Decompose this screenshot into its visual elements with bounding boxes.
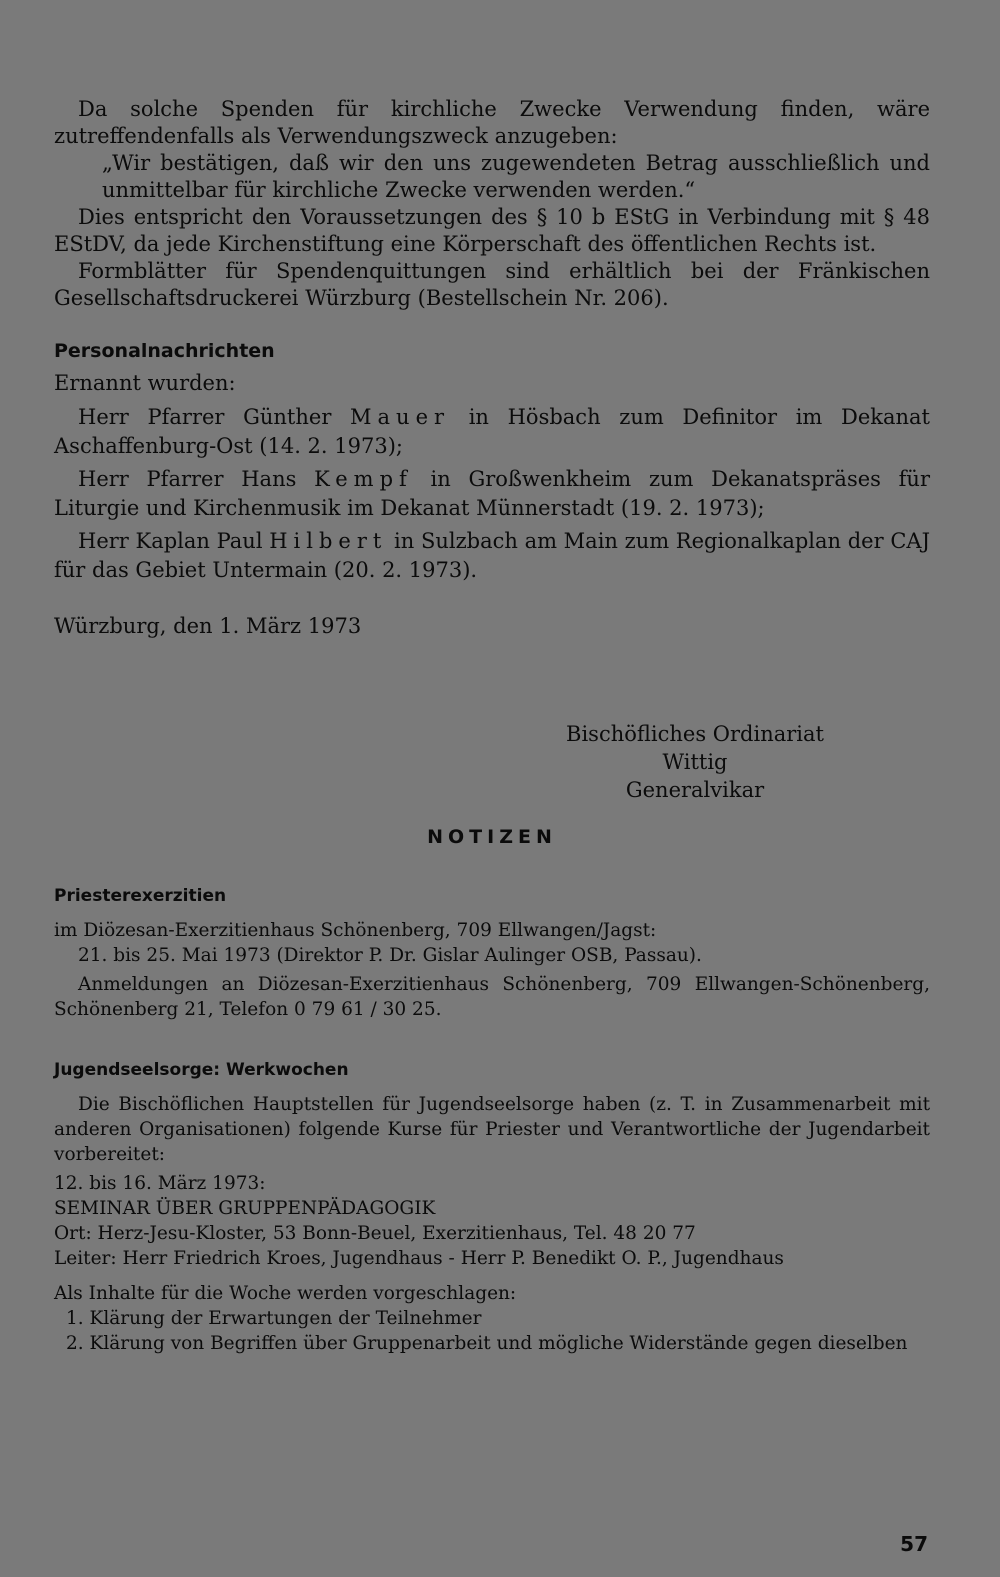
appointment-entry xyxy=(54,527,930,585)
exerzitien-dates: 21. bis 25. Mai 1973 (Direktor P. Dr. Gislar Aulinger OSB, Passau). xyxy=(78,945,702,966)
entry-name: Mauer xyxy=(350,405,451,429)
entry-text: Herr Kaplan Paul xyxy=(78,529,270,553)
signature-name: Wittig xyxy=(662,750,728,774)
entry-name: Hilbert xyxy=(269,529,388,553)
paragraph-formblaetter: Formblätter für Spendenquittungen sind erhältlich bei der Fränkischen Gesellschaftsdruckerei Würzburg (Bestellschein Nr. 206). xyxy=(54,259,930,310)
list-item: 1. Klärung der Erwartungen der Teilnehmer xyxy=(66,1308,482,1329)
signature-office: Bischöfliches Ordinariat xyxy=(566,722,824,746)
paragraph-estg: Dies entspricht den Voraussetzungen des § 10 b EStG in Verbindung mit § 48 EStDV, da jede Kirchenstiftung eine Körperschaft des öffentlichen Rechts ist. xyxy=(54,205,930,256)
quote-bestaetigung: „Wir bestätigen, daß wir den uns zugewendeten Betrag ausschließlich und unmittelbar für kirchliche Zwecke verwenden werden.“ xyxy=(102,151,930,202)
appointment-entry xyxy=(54,465,930,523)
appointment-entry xyxy=(54,403,930,461)
entry-text: in Sulzbach am Main zum Regionalkaplan der CAJ für das Gebiet Untermain (20. 2. 1973). xyxy=(54,529,930,582)
jugend-intro: Die Bischöflichen Hauptstellen für Jugendseelsorge haben (z. T. in Zusammenarbeit mit anderen Organisationen) folgende Kurse für Priester und Verantwortliche der Jugendarbeit vorbereitet: xyxy=(54,1094,930,1165)
page-number: 57 xyxy=(900,1532,928,1556)
exerzitien-anmeldung: Anmeldungen an Diözesan-Exerzitienhaus Schönenberg, 709 Ellwangen-Schönenberg, Schönenberg 21, Telefon 0 79 61 / 30 25. xyxy=(54,974,930,1020)
entry-text: Herr Pfarrer Günther xyxy=(78,405,351,429)
entry-name: Kempf xyxy=(314,467,413,491)
signature-title: Generalvikar xyxy=(625,778,765,802)
seminar-leiter: Leiter: Herr Friedrich Kroes, Jugendhaus - Herr P. Benedikt O. P., Jugendhaus xyxy=(54,1248,784,1269)
entry-text: in Großwenkheim zum Dekanatspräses für Liturgie und Kirchenmusik im Dekanat Münnerstadt (19. 2. 1973); xyxy=(54,467,930,520)
heading-priesterexerzitien: Priesterexerzitien xyxy=(54,886,227,906)
list-item: 2. Klärung von Begriffen über Gruppenarbeit und mögliche Widerstände gegen dieselben xyxy=(66,1333,908,1354)
seminar-ort: Ort: Herz-Jesu-Kloster, 53 Bonn-Beuel, Exerzitienhaus, Tel. 48 20 77 xyxy=(54,1223,696,1244)
paragraph-verwendungszweck: Da solche Spenden für kirchliche Zwecke Verwendung finden, wäre zutreffendenfalls als Verwendungszweck anzugeben: xyxy=(54,97,930,148)
inhalte-intro: Als Inhalte für die Woche werden vorgeschlagen: xyxy=(54,1283,517,1304)
seminar-title: SEMINAR ÜBER GRUPPENPÄDAGOGIK xyxy=(54,1198,436,1219)
place-date: Würzburg, den 1. März 1973 xyxy=(54,614,362,638)
heading-personalnachrichten: Personalnachrichten xyxy=(54,340,275,362)
signature-block xyxy=(555,720,835,804)
exerzitien-location: im Diözesan-Exerzitienhaus Schönenberg, 709 Ellwangen/Jagst: xyxy=(54,920,657,941)
intro-ernannt: Ernannt wurden: xyxy=(54,371,236,395)
heading-jugendseelsorge: Jugendseelsorge: Werkwochen xyxy=(54,1060,349,1080)
entry-text: Herr Pfarrer Hans xyxy=(78,467,315,491)
seminar-date: 12. bis 16. März 1973: xyxy=(54,1173,266,1194)
notizen-title: NOTIZEN xyxy=(427,826,557,848)
entry-text: in Hösbach zum Definitor im Dekanat Aschaffenburg-Ost (14. 2. 1973); xyxy=(54,405,930,458)
